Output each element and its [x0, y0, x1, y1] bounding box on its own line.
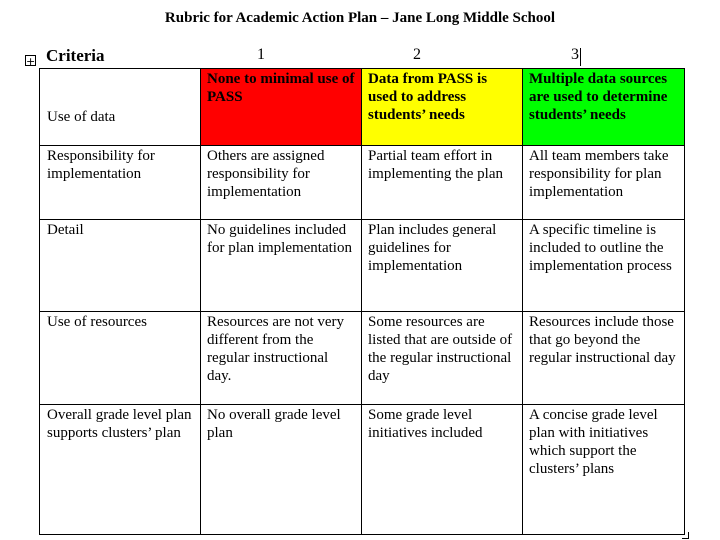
- level-3-cell[interactable]: Multiple data sources are used to determine students’ needs: [523, 69, 685, 146]
- table-resize-handle[interactable]: [682, 532, 689, 539]
- criterion-cell[interactable]: Overall grade level plan supports clusters’ plan: [40, 405, 201, 535]
- criteria-header: Criteria: [46, 46, 105, 65]
- table-row: [40, 220, 685, 312]
- move-handle-icon[interactable]: +: [26, 55, 36, 68]
- table-row: [40, 69, 685, 146]
- criterion-cell[interactable]: Detail: [40, 220, 201, 312]
- level-1-cell[interactable]: None to minimal use of PASS: [201, 69, 362, 146]
- criterion-cell[interactable]: Use of resources: [40, 312, 201, 405]
- level-3-cell[interactable]: A concise grade level plan with initiatives which support the clusters’ plans: [523, 405, 685, 535]
- text-cursor: [580, 48, 581, 66]
- level-1-cell[interactable]: Resources are not very different from the regular instructional day.: [201, 312, 362, 405]
- level-1-cell[interactable]: No guidelines included for plan implementation: [201, 220, 362, 312]
- criterion-cell[interactable]: Use of data: [40, 69, 201, 146]
- level-2-cell[interactable]: Plan includes general guidelines for implementation: [362, 220, 523, 312]
- level-2-cell[interactable]: Some resources are listed that are outside of the regular instructional day: [362, 312, 523, 405]
- level-2-cell[interactable]: Data from PASS is used to address students’ needs: [362, 69, 523, 146]
- level-1-cell[interactable]: No overall grade level plan: [201, 405, 362, 535]
- level-3-cell[interactable]: A specific timeline is included to outline the implementation process: [523, 220, 685, 312]
- table-row: [40, 405, 685, 535]
- level-2-cell[interactable]: Some grade level initiatives included: [362, 405, 523, 535]
- level-2-cell[interactable]: Partial team effort in implementing the plan: [362, 146, 523, 220]
- criterion-cell[interactable]: Responsibility for implementation: [40, 146, 201, 220]
- level-3-cell[interactable]: Resources include those that go beyond the regular instructional day: [523, 312, 685, 405]
- level-3-cell[interactable]: All team members take responsibility for plan implementation: [523, 146, 685, 220]
- table-row: [40, 146, 685, 220]
- level-1-header: 1: [257, 46, 265, 63]
- level-2-header: 2: [413, 46, 421, 63]
- document-title: Rubric for Academic Action Plan – Jane Long Middle School: [164, 10, 556, 26]
- rubric-table: [39, 68, 685, 535]
- table-row: [40, 312, 685, 405]
- level-3-header: 3: [571, 46, 579, 63]
- level-1-cell[interactable]: Others are assigned responsibility for implementation: [201, 146, 362, 220]
